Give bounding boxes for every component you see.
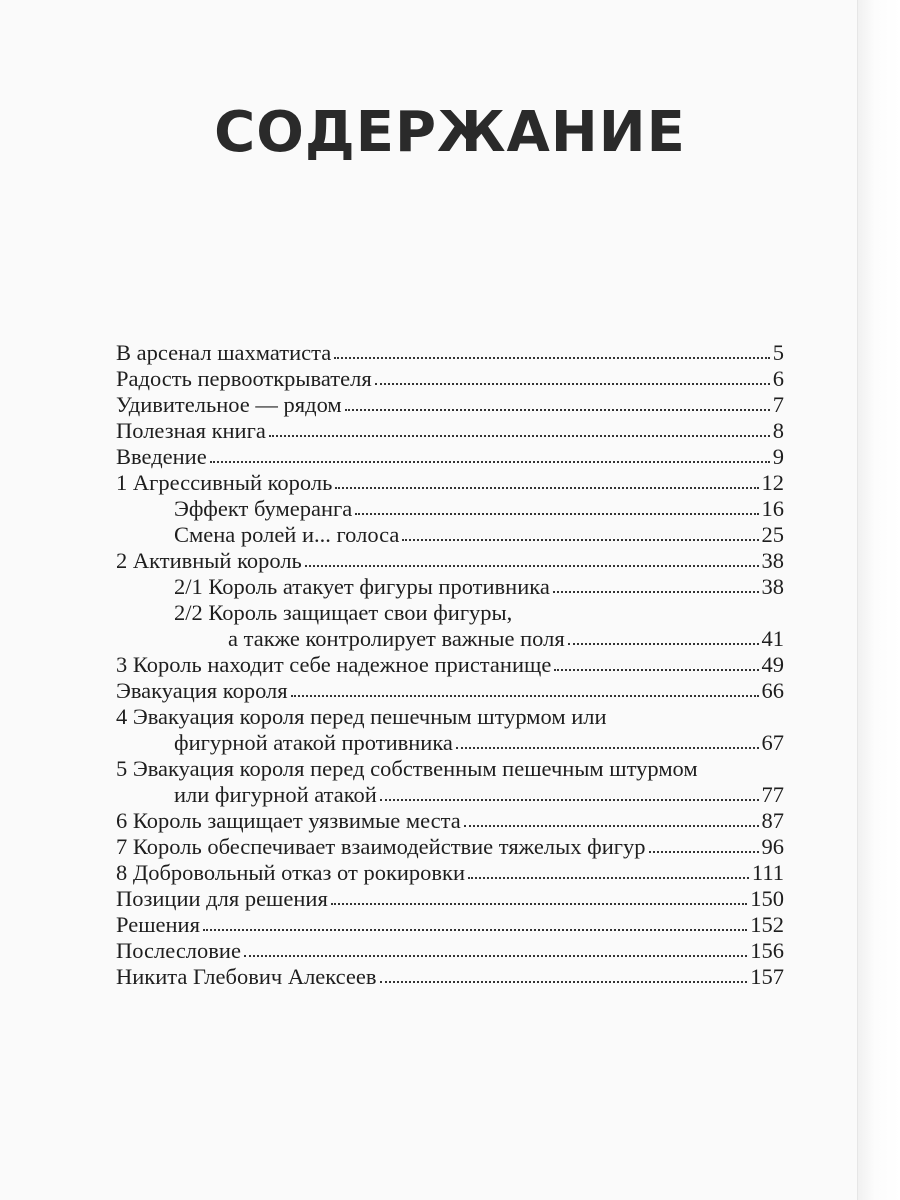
dot-leader bbox=[305, 565, 759, 567]
toc-entry bbox=[116, 808, 784, 834]
toc-entry bbox=[116, 782, 784, 808]
toc-entry-first-line: 5 Эвакуация короля перед собственным пешечным штурмом bbox=[116, 756, 698, 781]
toc-entry-label: Полезная книга bbox=[116, 418, 266, 443]
toc-entry-page: 156 bbox=[750, 938, 784, 963]
toc-entry-label: 1 Агрессивный король bbox=[116, 470, 333, 495]
dot-leader bbox=[568, 643, 759, 645]
toc-entry bbox=[116, 522, 784, 548]
toc-entry bbox=[116, 548, 784, 574]
dot-leader bbox=[649, 851, 759, 853]
toc-entry bbox=[116, 730, 784, 756]
dot-leader bbox=[380, 799, 759, 801]
toc-entry-label: Эвакуация короля bbox=[116, 678, 288, 703]
dot-leader bbox=[210, 461, 770, 463]
toc-entry-page: 7 bbox=[772, 392, 784, 417]
dot-leader bbox=[331, 903, 747, 905]
toc-entry-page: 67 bbox=[761, 730, 784, 755]
toc-entry-label: 6 Король защищает уязвимые места bbox=[116, 808, 461, 833]
dot-leader bbox=[375, 383, 770, 385]
table-of-contents bbox=[116, 340, 784, 990]
toc-entry-page: 77 bbox=[761, 782, 784, 807]
toc-entry bbox=[116, 678, 784, 704]
toc-entry bbox=[116, 444, 784, 470]
toc-entry-page: 150 bbox=[750, 886, 784, 911]
dot-leader bbox=[334, 357, 770, 359]
toc-entry-label: Смена ролей и... голоса bbox=[174, 522, 400, 547]
toc-entry-label: Радость первооткрывателя bbox=[116, 366, 372, 391]
toc-entry-label: 8 Добровольный отказ от рокировки bbox=[116, 860, 466, 885]
toc-entry-label: 2/1 Король атакует фигуры противника bbox=[174, 574, 550, 599]
dot-leader bbox=[554, 669, 758, 671]
toc-entry-page: 41 bbox=[761, 626, 784, 651]
toc-entry bbox=[116, 392, 784, 418]
dot-leader bbox=[269, 435, 770, 437]
toc-entry-page: 87 bbox=[761, 808, 784, 833]
toc-entry-page: 157 bbox=[750, 964, 784, 989]
dot-leader bbox=[291, 695, 759, 697]
page-edge bbox=[857, 0, 900, 1200]
dot-leader bbox=[203, 929, 747, 931]
toc-entry bbox=[116, 366, 784, 392]
dot-leader bbox=[345, 409, 770, 411]
toc-entry-page: 9 bbox=[772, 444, 784, 469]
toc-entry bbox=[116, 574, 784, 600]
dot-leader bbox=[402, 539, 758, 541]
dot-leader bbox=[553, 591, 759, 593]
toc-entry-label: Позиции для решения bbox=[116, 886, 328, 911]
toc-entry-page: 8 bbox=[772, 418, 784, 443]
toc-entry-label: Эффект бумеранга bbox=[174, 496, 353, 521]
toc-entry bbox=[116, 340, 784, 366]
toc-entry-page: 5 bbox=[772, 340, 784, 365]
page-title: СОДЕРЖАНИЕ bbox=[214, 100, 686, 165]
toc-entry-page: 96 bbox=[761, 834, 784, 859]
toc-entry-page: 49 bbox=[761, 652, 784, 677]
toc-entry-page: 111 bbox=[751, 860, 784, 885]
dot-leader bbox=[335, 487, 758, 489]
toc-entry-label: 3 Король находит себе надежное пристанище bbox=[116, 652, 552, 677]
toc-entry-label: Решения bbox=[116, 912, 200, 937]
toc-entry bbox=[116, 912, 784, 938]
toc-entry-label: В арсенал шахматиста bbox=[116, 340, 332, 365]
toc-entry-label: 2 Активный король bbox=[116, 548, 302, 573]
dot-leader bbox=[355, 513, 758, 515]
toc-entry-label: Удивительное — рядом bbox=[116, 392, 342, 417]
toc-entry-label: Введение bbox=[116, 444, 207, 469]
toc-entry-page: 38 bbox=[761, 574, 784, 599]
toc-entry bbox=[116, 626, 784, 652]
toc-entry bbox=[116, 418, 784, 444]
toc-entry bbox=[116, 860, 784, 886]
dot-leader bbox=[244, 955, 747, 957]
toc-entry-label: или фигурной атакой bbox=[174, 782, 377, 807]
toc-entry-page: 66 bbox=[761, 678, 784, 703]
toc-entry bbox=[116, 938, 784, 964]
toc-entry bbox=[116, 652, 784, 678]
toc-entry-page: 152 bbox=[750, 912, 784, 937]
toc-entry-page: 6 bbox=[772, 366, 784, 391]
toc-entry bbox=[116, 964, 784, 990]
toc-entry-label: Послесловие bbox=[116, 938, 241, 963]
toc-entry-first-line: 4 Эвакуация короля перед пешечным штурмом или bbox=[116, 704, 607, 729]
toc-entry-label: 7 Король обеспечивает взаимодействие тяжелых фигур bbox=[116, 834, 646, 859]
dot-leader bbox=[468, 877, 749, 879]
toc-entry-page: 16 bbox=[761, 496, 784, 521]
toc-entry-label: фигурной атакой противника bbox=[174, 730, 453, 755]
toc-entry-label: а также контролирует важные поля bbox=[228, 626, 565, 651]
toc-entry bbox=[116, 834, 784, 860]
toc-entry-label: Никита Глебович Алексеев bbox=[116, 964, 377, 989]
toc-entry-first-line: 2/2 Король защищает свои фигуры, bbox=[174, 600, 513, 625]
toc-entry bbox=[116, 886, 784, 912]
toc-entry bbox=[116, 470, 784, 496]
toc-entry-page: 25 bbox=[761, 522, 784, 547]
toc-entry-page: 12 bbox=[761, 470, 784, 495]
toc-entry-page: 38 bbox=[761, 548, 784, 573]
dot-leader bbox=[464, 825, 759, 827]
toc-entry bbox=[116, 496, 784, 522]
dot-leader bbox=[456, 747, 759, 749]
dot-leader bbox=[380, 981, 748, 983]
